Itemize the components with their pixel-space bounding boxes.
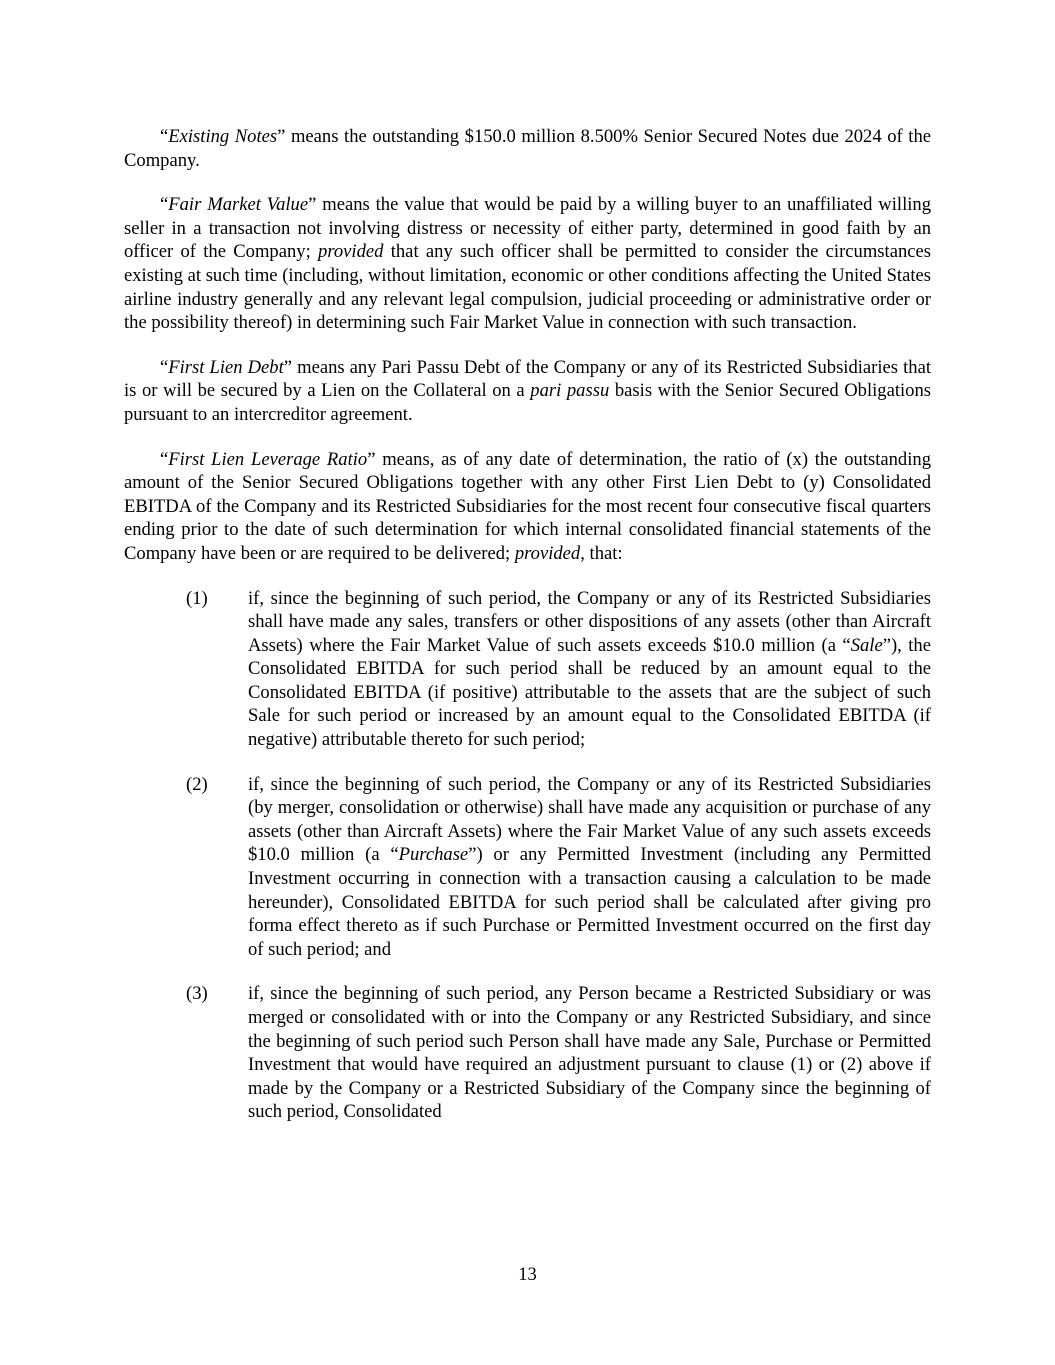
list-item — [124, 982, 931, 1124]
text-run: that any such officer shall be permitted to consider the circumstances existing at such time (including, without limitation, economic or other conditions affecting the United States airline industry generally and any relevant legal compulsion, judicial proceeding or administrative order or the possibility thereof) in determining such Fair Market Value in connection with such transaction. — [124, 241, 931, 334]
italic-term: First Lien Debt — [168, 356, 284, 378]
document-body — [124, 125, 931, 1145]
text-run: ”) or any Permitted Investment (including any Permitted Investment occurring in connection with a transaction causing a calculation to be made hereunder), Consolidated EBITDA for such period shall be calculated after giving pro forma effect thereto as if such Purchase or Permitted Investment occurred on the first day of such period; and — [248, 844, 931, 960]
page-number: 13 — [518, 1264, 537, 1285]
text-run: ” means the outstanding $150.0 million 8.500% Senior Secured Notes due 2024 of the Company. — [124, 126, 931, 171]
definition-paragraph — [124, 356, 931, 427]
italic-term: Fair Market Value — [168, 194, 309, 216]
italic-term: Purchase — [398, 844, 469, 866]
italic-term: Existing Notes — [168, 126, 278, 147]
italic-term: provided — [514, 542, 581, 564]
text-run: ”), the Consolidated EBITDA for such period shall be reduced by an amount equal to the Consolidated EBITDA (if positive) attributable to the assets that are the subject of such Sale for such period or increased by an amount equal to the Consolidated EBITDA (if negative) attributable thereto for such period; — [248, 634, 931, 751]
text-run: “ — [160, 126, 169, 147]
text-run: ” means the value that would be paid by a willing buyer to an unaffiliated willing seller in a transaction not involving distress or necessity of either party, determined in good faith by an officer of the Company; — [124, 194, 931, 263]
text-run: if, since the beginning of such period, any Person became a Restricted Subsidiary or was merged or consolidated with or into the Company or any Restricted Subsidiary, and since the beginning of such period such Person shall have made any Sale, Purchase or Permitted Investment that would have required an adjustment pursuant to clause (1) or (2) above if made by the Company or a Restricted Subsidiary of the Company since the beginning of such period, Consolidated — [248, 983, 931, 1123]
list-item-number: (1) — [186, 587, 208, 609]
text-run: “ — [160, 356, 169, 378]
italic-term: provided — [318, 241, 384, 263]
text-run: ” means, as of any date of determination, the ratio of (x) the outstanding amount of the Senior Secured Obligations together with any other First Lien Debt to (y) Consolidated EBITDA of the Company and its Restricted Subsidiaries for the most recent four consecutive fiscal quarters ending prior to the date of such determination for which internal consolidated financial statements of the Company have been or are required to be delivered; — [124, 448, 931, 564]
list-item — [124, 587, 931, 752]
italic-term: First Lien Leverage Ratio — [168, 448, 368, 470]
text-run: “ — [160, 448, 169, 470]
text-run: basis with the Senior Secured Obligations pursuant to an intercreditor agreement. — [124, 380, 932, 425]
definition-paragraph — [124, 448, 931, 566]
list-item-number: (3) — [186, 983, 208, 1005]
definition-paragraph — [124, 193, 931, 335]
text-run: “ — [160, 194, 169, 216]
text-run: ” means any Pari Passu Debt of the Company or any of its Restricted Subsidiaries that is or will be secured by a Lien on the Collateral on a — [124, 356, 931, 402]
definition-paragraph — [124, 125, 931, 172]
text-run: if, since the beginning of such period, the Company or any of its Restricted Subsidiaries shall have made any sales, transfers or other dispositions of any assets (other than Aircraft Assets) where the Fair Market Value of such assets exceeds $10.0 million (a “ — [248, 587, 931, 656]
list-item-number: (2) — [186, 773, 208, 795]
italic-term: Sale — [850, 634, 883, 656]
text-run: , that: — [580, 542, 623, 564]
list-item — [124, 773, 931, 962]
text-run: if, since the beginning of such period, the Company or any of its Restricted Subsidiaries (by merger, consolidation or otherwise) shall have made any acquisition or purchase of any assets (other than Aircraft Assets) where the Fair Market Value of any such assets exceeds $10.0 million (a “ — [248, 773, 931, 866]
italic-term: pari passu — [530, 380, 610, 402]
